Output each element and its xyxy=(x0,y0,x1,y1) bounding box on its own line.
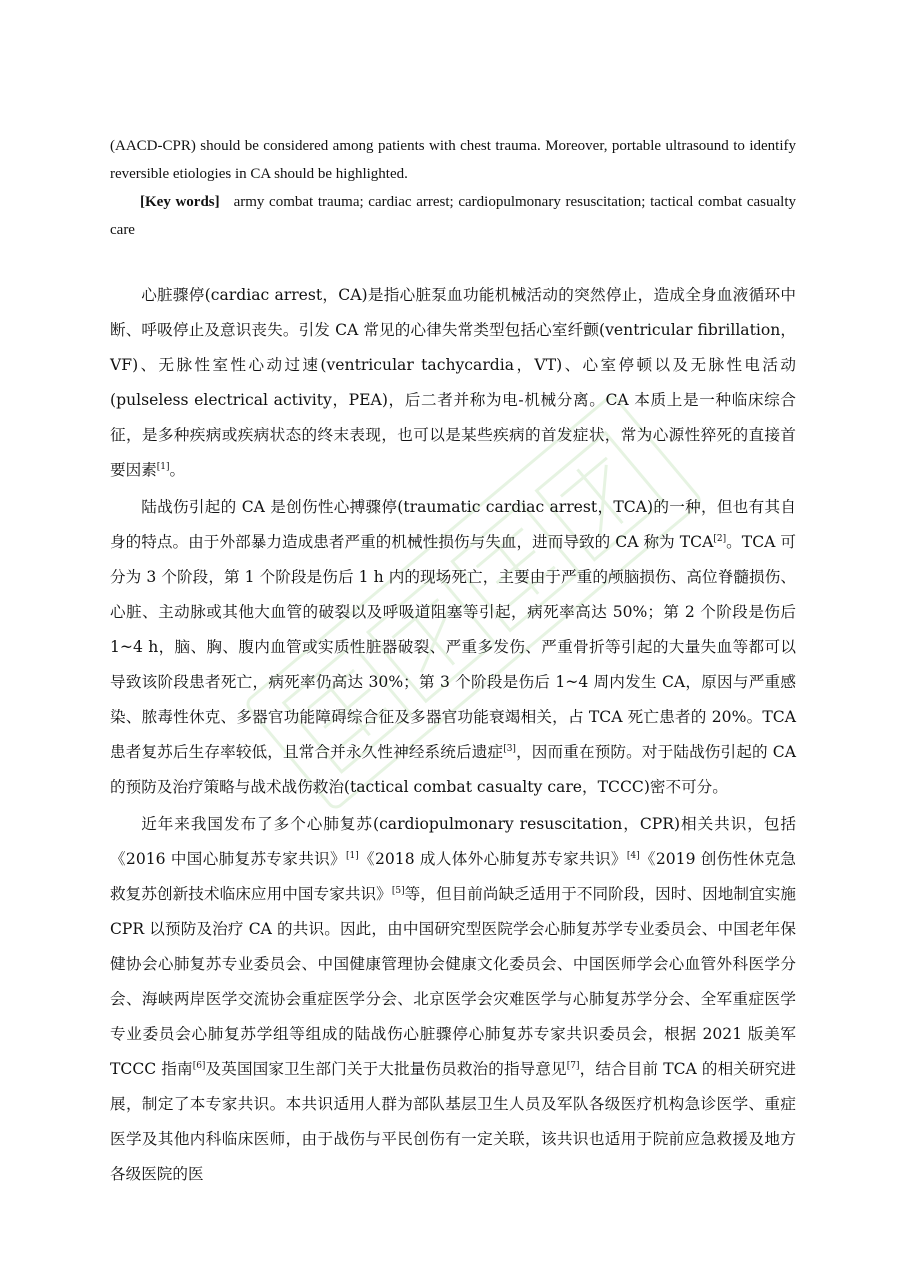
paragraph-3-text-f: ，结合目前 TCA 的相关研究进展，制定了本专家共识。本共识适用人群为部队基层卫生人员及军队各级医疗机构急诊医学、重症医学及其他内科临床医师，由于战伤与平民创伤有一定关联，该共识也适用于院前应急救援及地方各级医院的医 xyxy=(110,1060,796,1183)
citation-2: [2] xyxy=(713,533,727,544)
english-abstract xyxy=(110,132,796,244)
chinese-body-text xyxy=(110,278,796,1192)
paragraph-1-end: 。 xyxy=(169,461,186,479)
citation-7: [7] xyxy=(566,1060,580,1071)
keywords-paragraph xyxy=(110,188,796,244)
keywords-label: [Key words] xyxy=(140,194,220,210)
paragraph-3-text-c: 《2019 创伤性休克急救复苏创新技术临床应用中国专家共识》 xyxy=(110,850,796,903)
citation-1b: [1] xyxy=(345,850,359,861)
paragraph-2 xyxy=(110,490,796,805)
abstract-conclusion-text: (AACD-CPR) should be considered among patients with chest trauma. Moreover, portable ultrasound to identify reversible etiologies in CA should be highlighted. xyxy=(110,138,796,182)
paragraph-3 xyxy=(110,807,796,1192)
paragraph-2-text-a: 陆战伤引起的 CA 是创伤性心搏骤停(traumatic cardiac arrest，TCA)的一种，但也有其自身的特点。由于外部暴力造成患者严重的机械性损伤与失血，进而导致的 CA 称为 TCA xyxy=(110,498,796,551)
citation-1: [1] xyxy=(156,461,170,472)
citation-6: [6] xyxy=(192,1060,206,1071)
paragraph-3-text-d: 等，但目前尚缺乏适用于不同阶段，因时、因地制宜实施 CPR 以预防及治疗 CA 的共识。因此，由中国研究型医院学会心肺复苏学专业委员会、中国老年保健协会心肺复苏专业委员会、中国健康管理协会健康文化委员会、中国医师学会心血管外科医学分会、海峡两岸医学交流协会重症医学分会、北京医学会灾难医学与心肺复苏学分会、全军重症医学专业委员会心肺复苏学组等组成的陆战伤心脏骤停心肺复苏专家共识委员会，根据 2021 版美军 TCCC 指南 xyxy=(110,885,796,1078)
paragraph-3-text-e: 及英国国家卫生部门关于大批量伤员救治的指导意见 xyxy=(205,1060,567,1078)
citation-5: [5] xyxy=(391,885,405,896)
paragraph-2-text-b: 。TCA 可分为 3 个阶段，第 1 个阶段是伤后 1 h 内的现场死亡，主要由于严重的颅脑损伤、高位脊髓损伤、心脏、主动脉或其他大血管的破裂以及呼吸道阻塞等引起，病死率高达 50%；第 2 个阶段是伤后 1~4 h，脑、胸、腹内血管或实质性脏器破裂、严重多发伤、严重骨折等引起的大量失血等都可以导致该阶段患者死亡，病死率仍高达 30%；第 3 个阶段是伤后 1~4 周内发生 CA，原因与严重感染、脓毒性休克、多器官功能障碍综合征及多器官功能衰竭相关，占 TCA 死亡患者的 20%。TCA 患者复苏后生存率较低，且常合并永久性神经系统后遗症 xyxy=(110,533,796,761)
paragraph-1 xyxy=(110,278,796,488)
paragraph-3-text-b: 《2018 成人体外心肺复苏专家共识》 xyxy=(358,850,627,868)
citation-4: [4] xyxy=(626,850,640,861)
paragraph-3-text-a: 近年来我国发布了多个心肺复苏(cardiopulmonary resuscitation，CPR)相关共识，包括《2016 中国心肺复苏专家共识》 xyxy=(110,815,796,868)
paragraph-2-text-c: ，因而重在预防。对于陆战伤引起的 CA 的预防及治疗策略与战术战伤救治(tactical combat casualty care，TCCC)密不可分。 xyxy=(110,743,796,796)
keywords-text: army combat trauma; cardiac arrest; cardiopulmonary resuscitation; tactical combat casualty care xyxy=(110,194,796,238)
paragraph-1-text: 心脏骤停(cardiac arrest，CA)是指心脏泵血功能机械活动的突然停止，造成全身血液循环中断、呼吸停止及意识丧失。引发 CA 常见的心律失常类型包括心室纤颤(ventricular fibrillation，VF)、无脉性室性心动过速(ventricular tachycardia，VT)、心室停顿以及无脉性电活动(pulseless electrical activity，PEA)，后二者并称为电-机械分离。CA 本质上是一种临床综合征，是多种疾病或疾病状态的终末表现，也可以是某些疾病的首发症状，常为心源性猝死的直接首要因素 xyxy=(110,286,796,479)
citation-3: [3] xyxy=(503,743,516,754)
